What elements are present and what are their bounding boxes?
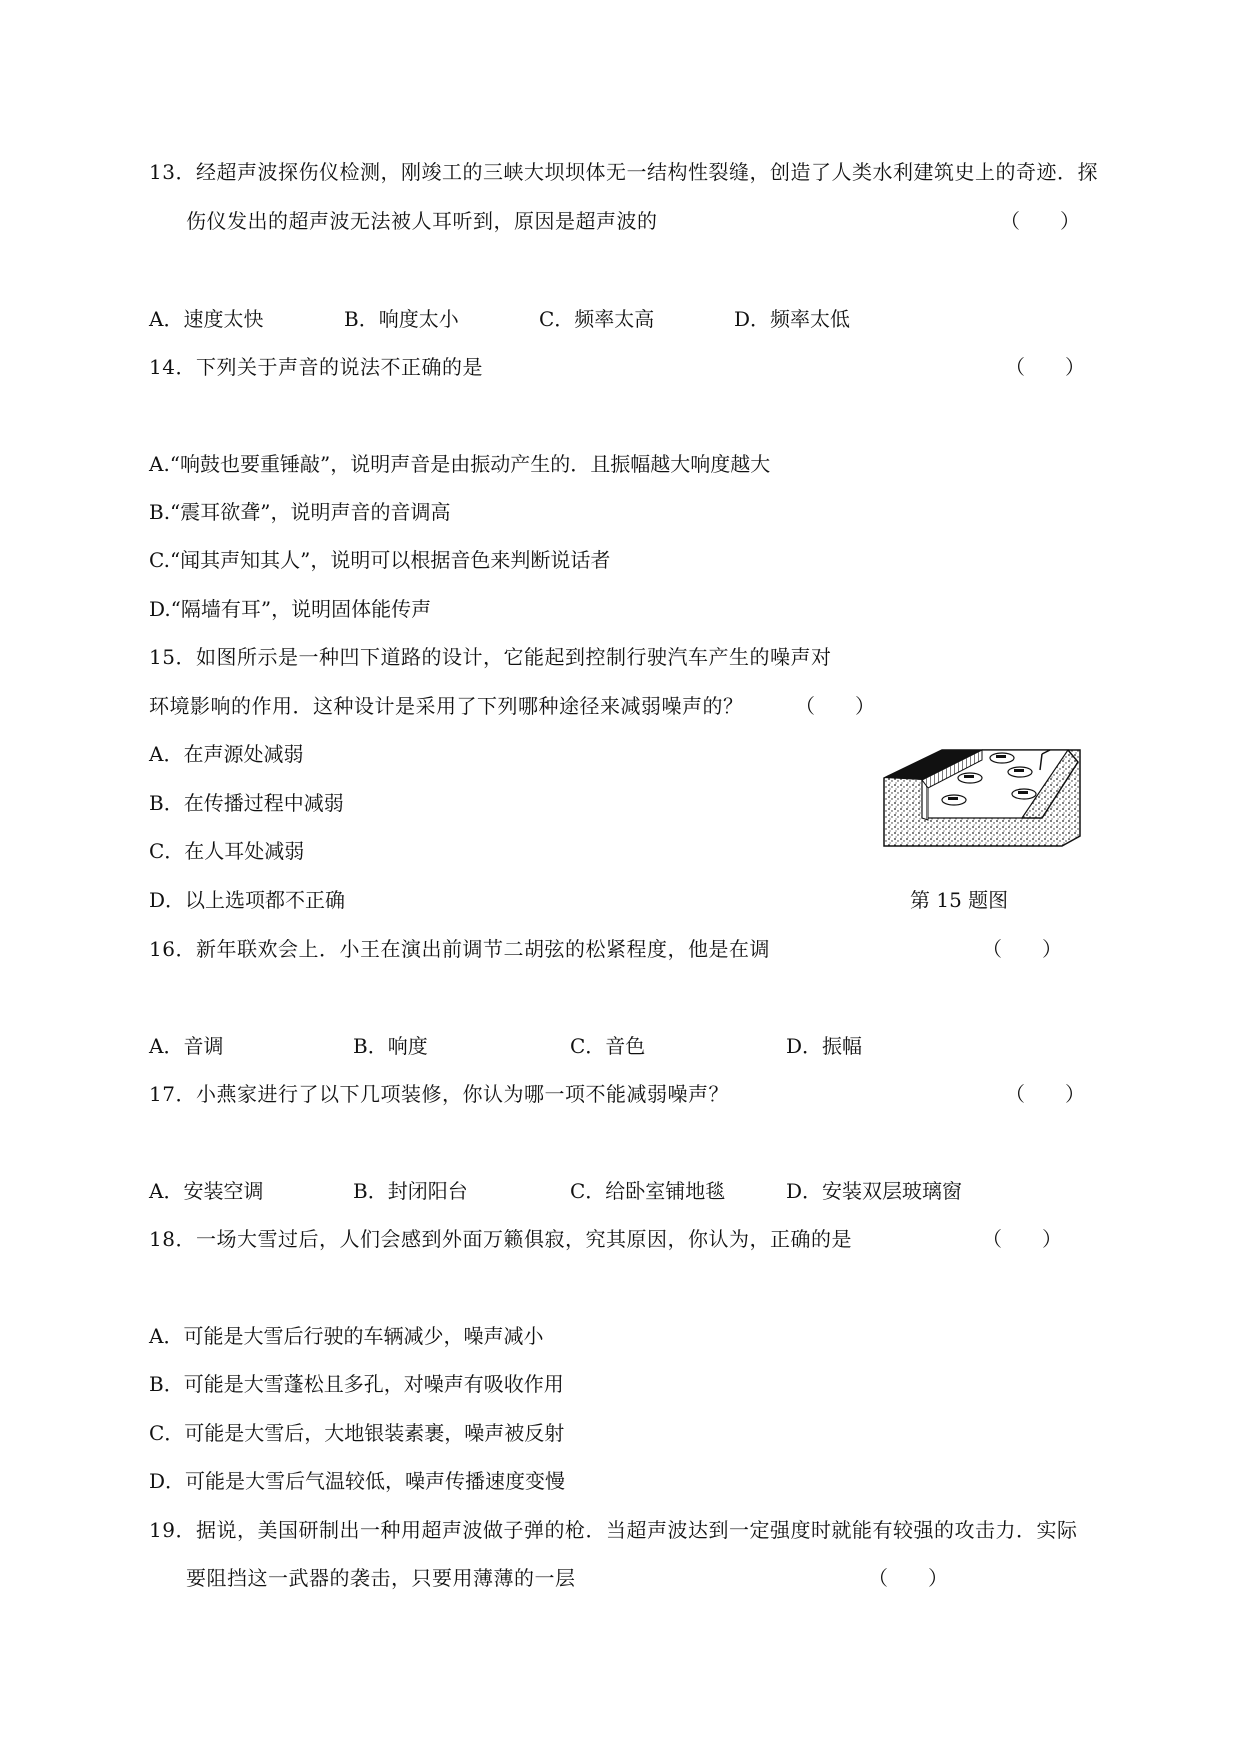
q14-option-a: A.“响鼓也要重锤敲”，说明声音是由振动产生的．且振幅越大响度越大 [149, 452, 771, 476]
q15-option-b: B．在传播过程中减弱 [149, 791, 344, 815]
q19-line-1: 19．据说，美国研制出一种用超声波做子弹的枪．当超声波达到一定强度时就能有较强的攻击力．实际 [149, 1518, 1078, 1542]
q13-option-a: A．速度太快 [149, 307, 264, 331]
q17-option-b: B．封闭阳台 [353, 1179, 468, 1203]
q16-stem: 16．新年联欢会上．小王在演出前调节二胡弦的松紧程度，他是在调 [149, 937, 770, 961]
q13-option-d: D．频率太低 [734, 307, 851, 331]
q14-option-d: D.“隔墙有耳”，说明固体能传声 [149, 597, 432, 621]
sunken-road-figure [882, 748, 1082, 848]
q19-answer-paren: （ ） [868, 1566, 948, 1590]
q15-option-c: C．在人耳处减弱 [149, 839, 305, 863]
q15-answer-paren: （ ） [795, 694, 875, 718]
q19-line-2: 要阻挡这一武器的袭击，只要用薄薄的一层 [186, 1566, 576, 1590]
q14-option-c: C.“闻其声知其人”，说明可以根据音色来判断说话者 [149, 548, 611, 572]
q15-line-2: 环境影响的作用．这种设计是采用了下列哪种途径来减弱噪声的？ [149, 694, 744, 718]
q17-option-a: A．安装空调 [149, 1179, 264, 1203]
q13-option-b: B．响度太小 [344, 307, 459, 331]
q15-option-d: D．以上选项都不正确 [149, 888, 346, 912]
q18-option-d: D．可能是大雪后气温较低，噪声传播速度变慢 [149, 1469, 566, 1493]
q18-stem: 18．一场大雪过后，人们会感到外面万籁俱寂，究其原因，你认为，正确的是 [149, 1227, 852, 1251]
q18-answer-paren: （ ） [982, 1227, 1062, 1251]
q16-option-d: D．振幅 [786, 1034, 863, 1058]
q16-option-a: A．音调 [149, 1034, 224, 1058]
q18-option-a: A．可能是大雪后行驶的车辆减少，噪声减小 [149, 1324, 544, 1348]
q16-option-c: C．音色 [570, 1034, 646, 1058]
q16-option-b: B．响度 [353, 1034, 428, 1058]
q18-option-b: B．可能是大雪蓬松且多孔，对噪声有吸收作用 [149, 1372, 564, 1396]
q15-option-a: A．在声源处减弱 [149, 742, 304, 766]
q17-option-d: D．安装双层玻璃窗 [786, 1179, 963, 1203]
q13-line-2: 伤仪发出的超声波无法被人耳听到，原因是超声波的 [186, 209, 658, 233]
q18-option-c: C．可能是大雪后，大地银装素裹，噪声被反射 [149, 1421, 565, 1445]
q14-option-b: B.“震耳欲聋”，说明声音的音调高 [149, 500, 451, 524]
q14-stem: 14．下列关于声音的说法不正确的是 [149, 355, 483, 379]
q13-line-1: 13．经超声波探伤仪检测，刚竣工的三峡大坝坝体无一结构性裂缝，创造了人类水利建筑史上的奇迹．探 [149, 160, 1098, 184]
q17-stem: 17．小燕家进行了以下几项装修，你认为哪一项不能减弱噪声？ [149, 1082, 729, 1106]
q13-answer-paren: （ ） [1000, 209, 1080, 233]
q13-option-c: C．频率太高 [539, 307, 655, 331]
q15-figure-caption: 第 15 题图 [910, 888, 1009, 912]
q14-answer-paren: （ ） [1005, 355, 1085, 379]
sunken-road-illustration [882, 748, 1082, 848]
q17-answer-paren: （ ） [1005, 1082, 1085, 1106]
q17-option-c: C．给卧室铺地毯 [570, 1179, 726, 1203]
q15-line-1: 15．如图所示是一种凹下道路的设计，它能起到控制行驶汽车产生的噪声对 [149, 645, 832, 669]
q16-answer-paren: （ ） [982, 937, 1062, 961]
